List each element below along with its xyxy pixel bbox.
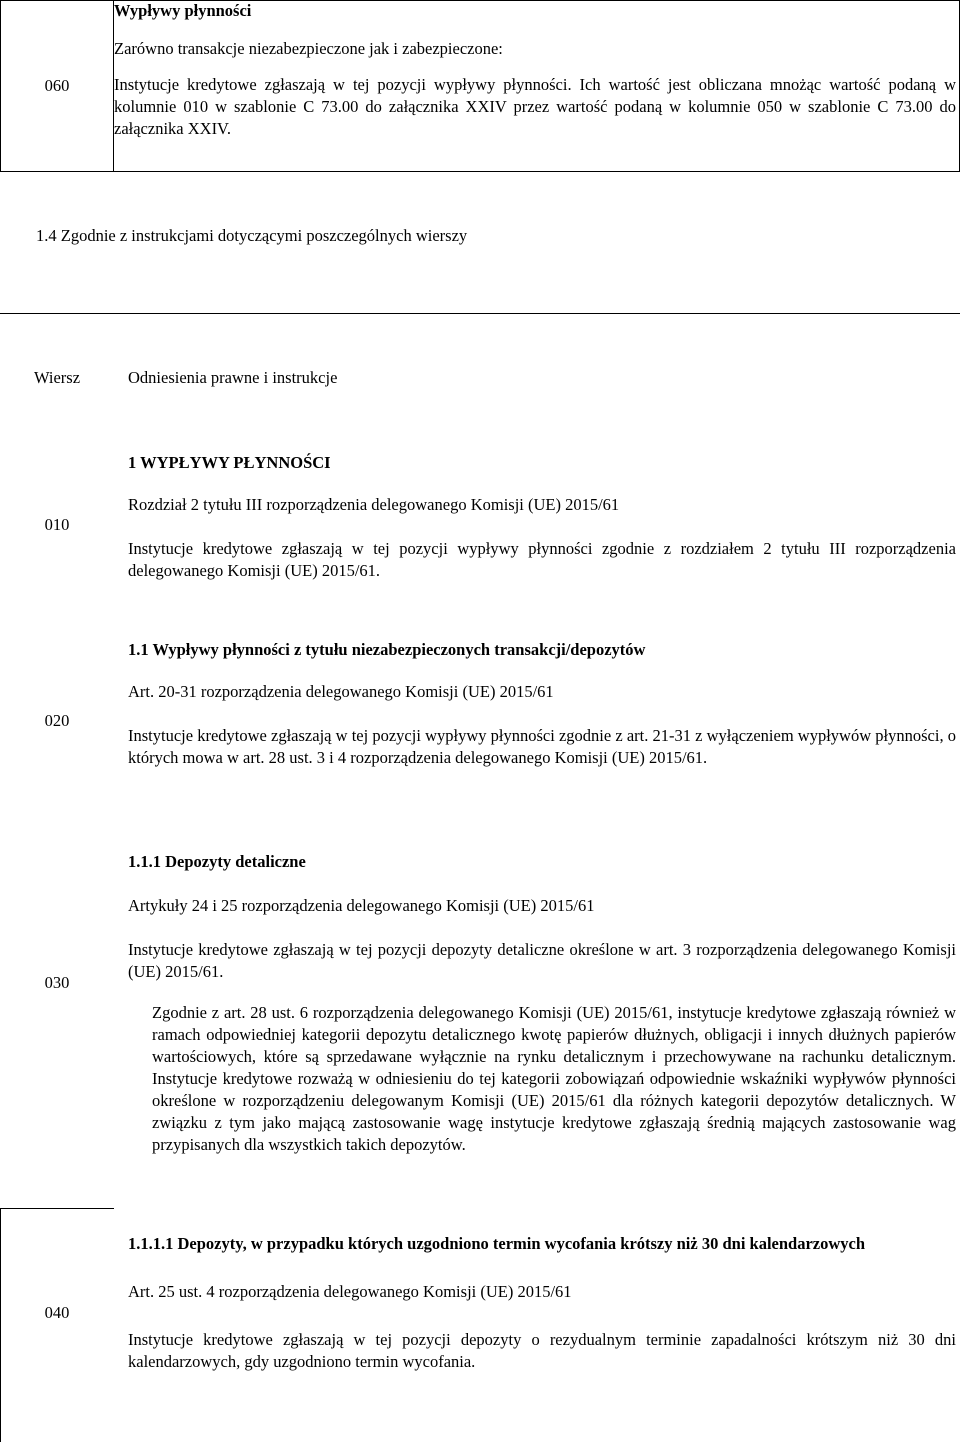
row-description: Instytucje kredytowe zgłaszają w tej pozycji depozyty detaliczne określone w art. 3 rozporządzenia delegowanego Komisji (UE) 2015/61. (128, 940, 956, 981)
row-description: Instytucje kredytowe zgłaszają w tej pozycji depozyty o rezydualnym terminie zapadalności krótszym niż 30 dni kalendarzowych, gdy uzgodniono termin wycofania. (128, 1330, 956, 1371)
row-description: Instytucje kredytowe zgłaszają w tej pozycji wypływy płynności. Ich wartość jest obliczana mnożąc wartość podaną w kolumnie 010 w szablonie C 73.00 do załącznika XXIV przez wartość podaną w kolumnie 050 w szablonie C 73.00 do załącznika XXIV. (114, 75, 956, 138)
row-010 (0, 437, 960, 607)
header-col-ref: Odniesienia prawne i instrukcje (128, 368, 338, 387)
header-col-row: Wiersz (33, 368, 81, 387)
row-020 (0, 626, 960, 816)
row-code: 060 (44, 76, 70, 95)
row-line: Zarówno transakcje niezabezpieczone jak i zabezpieczone: (114, 39, 503, 58)
row-title: 1.1 Wypływy płynności z tytułu niezabezpieczonych transakcji/depozytów (128, 640, 646, 659)
row-title: 1.1.1.1 Depozyty, w przypadku których uzgodniono termin wycofania krótszy niż 30 dni kalendarzowych (128, 1234, 866, 1253)
row-code: 030 (44, 973, 70, 992)
row-title: 1.1.1 Depozyty detaliczne (128, 852, 306, 871)
row-reference: Art. 25 ust. 4 rozporządzenia delegowanego Komisji (UE) 2015/61 (128, 1282, 572, 1301)
row-code: 040 (44, 1303, 70, 1322)
row-code: 020 (44, 711, 70, 730)
row-030 (0, 838, 960, 1190)
row-reference: Artykuły 24 i 25 rozporządzenia delegowanego Komisji (UE) 2015/61 (128, 896, 595, 915)
row-title: 1 WYPŁYWY PŁYNNOŚCI (128, 453, 331, 472)
section-heading: 1.4 Zgodnie z instrukcjami dotyczącymi poszczególnych wierszy (36, 226, 468, 245)
row-reference: Art. 20-31 rozporządzenia delegowanego Komisji (UE) 2015/61 (128, 682, 554, 701)
table-header (0, 313, 960, 423)
row-note: Zgodnie z art. 28 ust. 6 rozporządzenia delegowanego Komisji (UE) 2015/61, instytucje kredytowe zgłaszają również w ramach odpowiedniej kategorii depozytu detalicznego kwotę papierów dłużnych, obligacji i innych dłużnych papierów wartościowych, które są sprzedawane wyłącznie na rynku detalicznym i przechowywane na rachunku detalicznym. Instytucje kredytowe rozważą w odniesieniu do tej kategorii zobowiązań odpowiednie wskaźniki wypływów płynności określone w rozporządzeniu delegowanym Komisji (UE) 2015/61 dla różnych kategorii depozytów detalicznych. W związku z tym jako mającą zastosowanie wagę instytucje kredytowe zgłaszają średnią mających zastosowanie wag przypisanych dla wszystkich takich depozytów. (152, 1003, 956, 1154)
row-code: 010 (44, 514, 70, 534)
row-060 (0, 0, 960, 172)
row-reference: Rozdział 2 tytułu III rozporządzenia delegowanego Komisji (UE) 2015/61 (128, 495, 620, 514)
row-description: Instytucje kredytowe zgłaszają w tej pozycji wypływy płynności zgodnie z art. 21-31 z wyłączeniem wypływów płynności, o których mowa w art. 28 ust. 3 i 4 rozporządzenia delegowanego Komisji (UE) 2015/61. (128, 726, 956, 767)
row-040 (0, 1208, 960, 1442)
row-description: Instytucje kredytowe zgłaszają w tej pozycji wypływy płynności zgodnie z rozdziałem 2 tytułu III rozporządzenia delegowanego Komisji (UE) 2015/61. (128, 539, 956, 580)
row-title: Wypływy płynności (114, 1, 252, 20)
